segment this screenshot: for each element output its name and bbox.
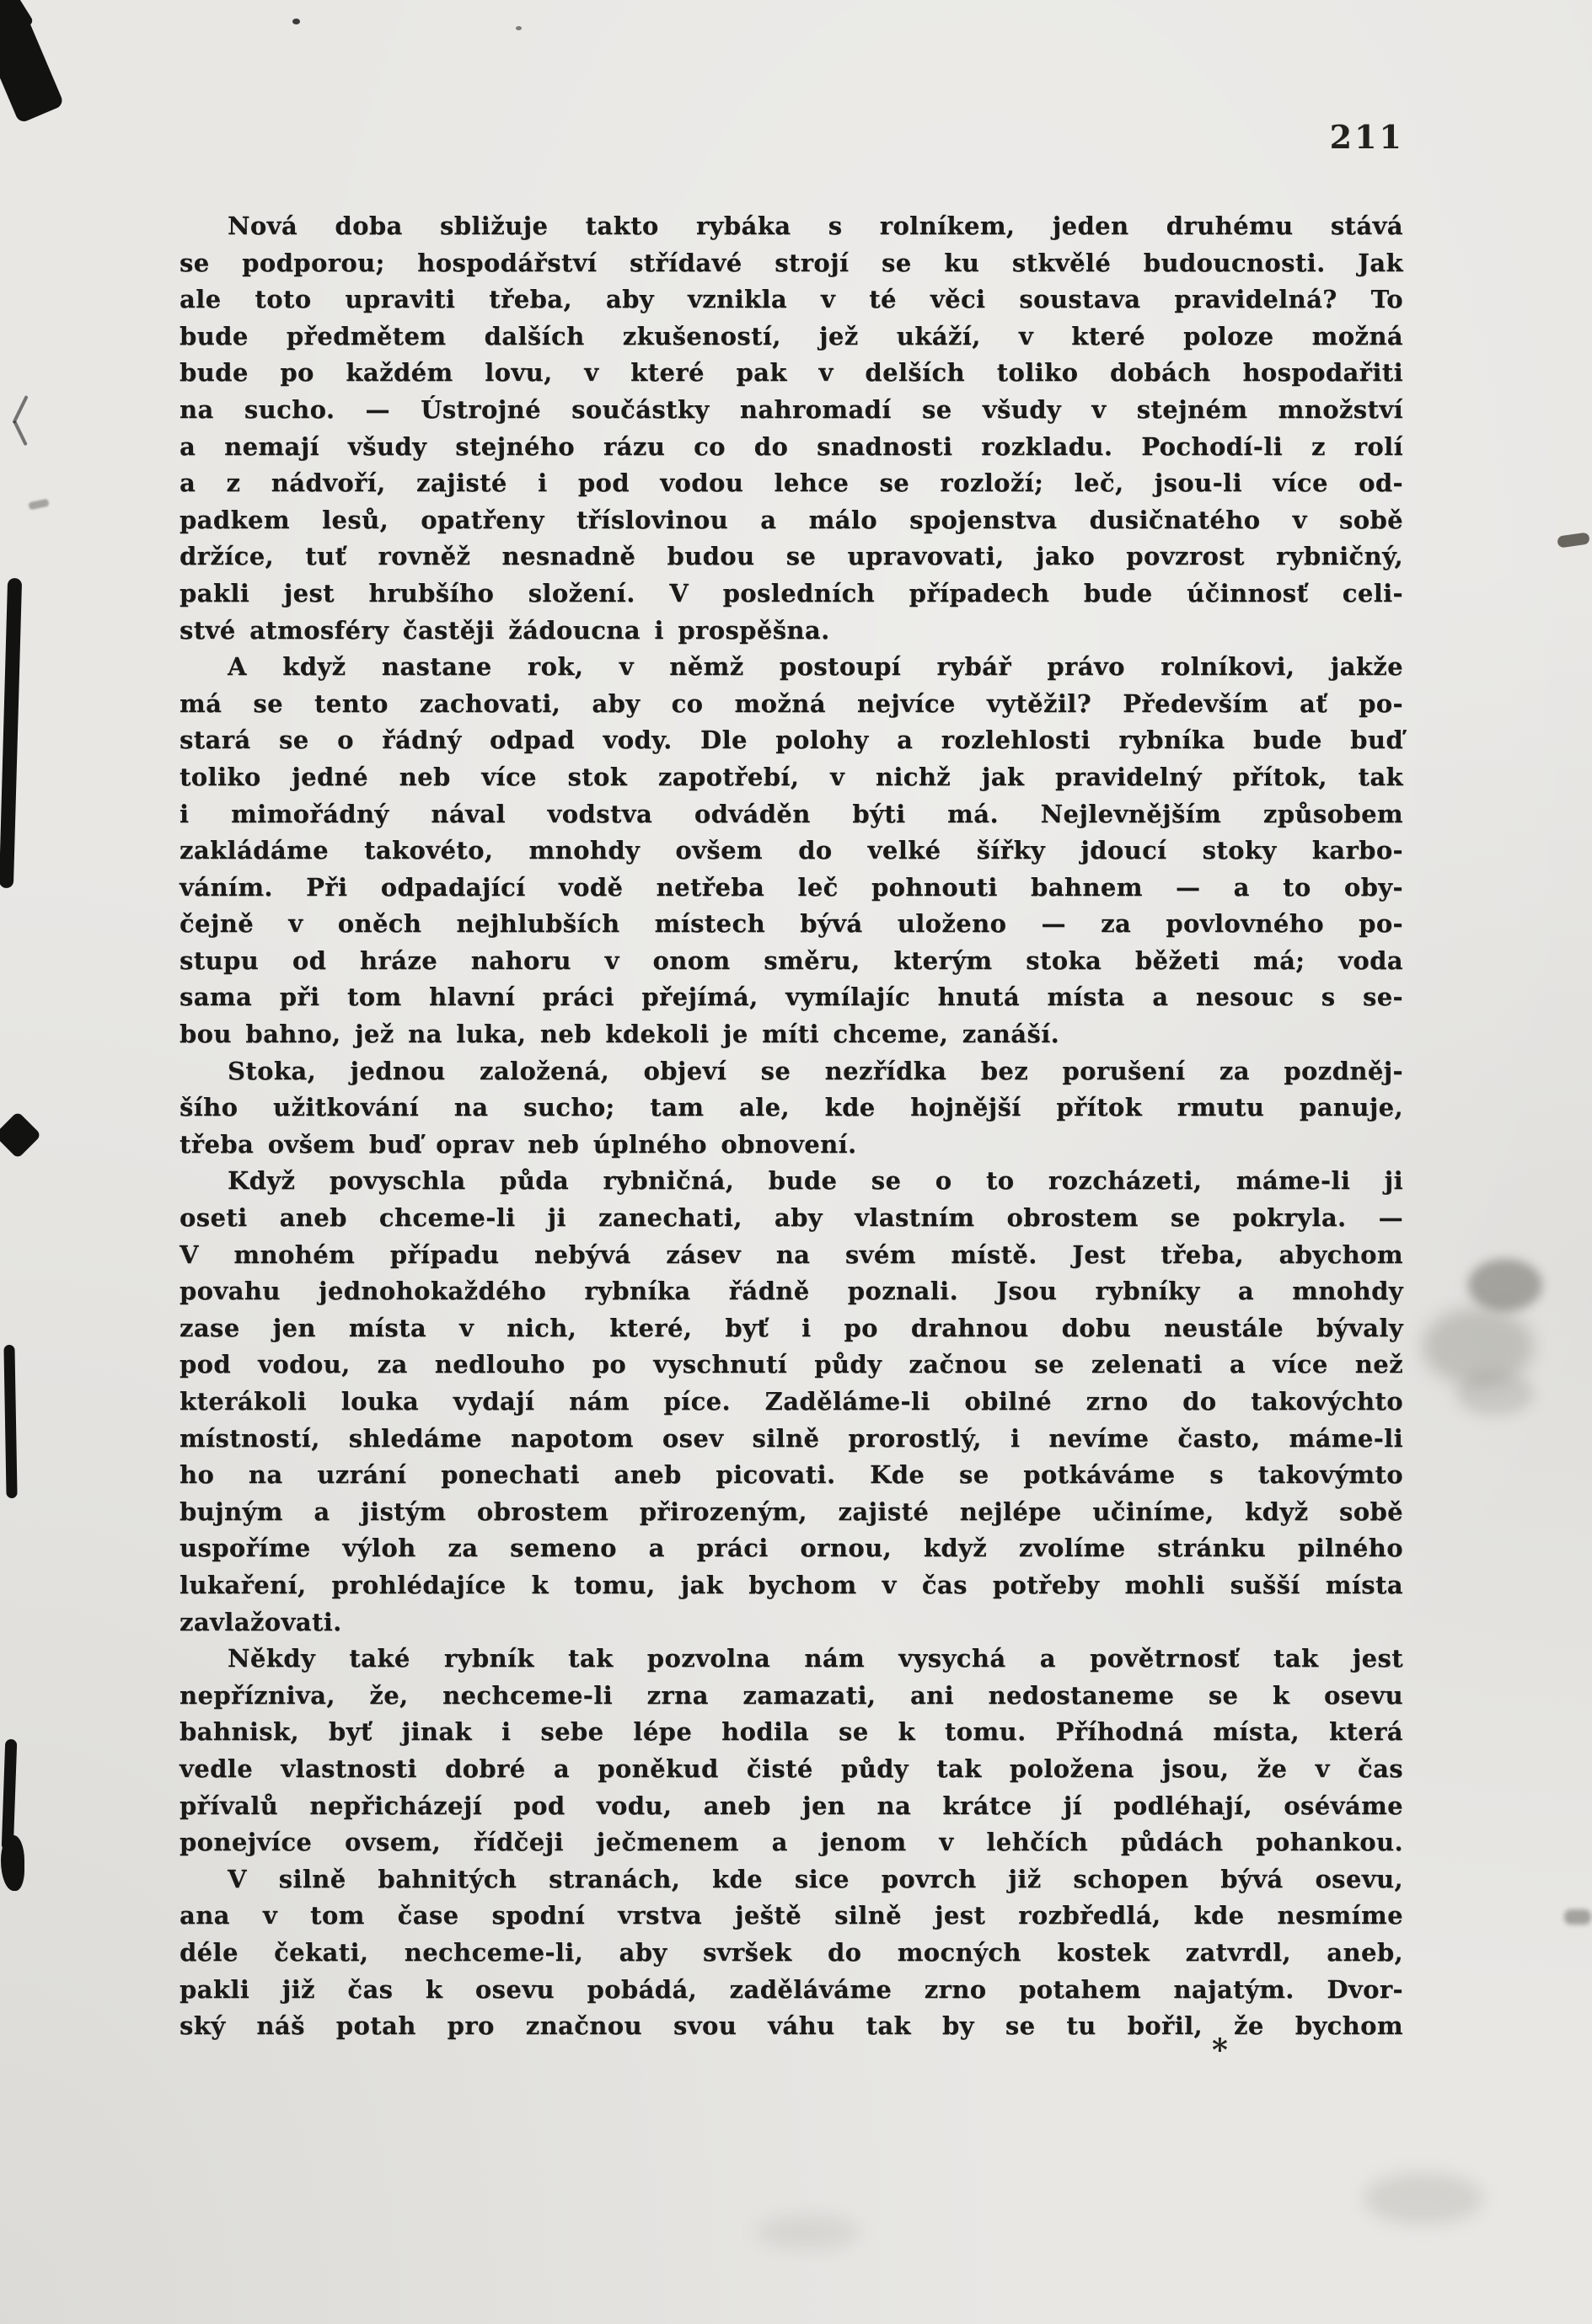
text-line: ský náš potah pro značnou svou váhu tak by se tu bořil, že bychom bbox=[180, 2011, 1403, 2041]
text-line: vedle vlastnosti dobré a poněkud čisté půdy tak položena jsou, že v čas bbox=[180, 1754, 1403, 1783]
text-line: přívalů nepřicházejí pod vodu, aneb jen na krátce jí podléhají, oséváme bbox=[180, 1791, 1403, 1820]
text-line: šího užitkování na sucho; tam ale, kde hojnější přítok rmutu panuje, bbox=[180, 1093, 1403, 1122]
text-line: kterákoli louka vydají nám píce. Zaděláme-li obilné zrno do takovýchto bbox=[180, 1387, 1403, 1416]
text-line: Někdy také rybník tak pozvolna nám vysychá a povětrnosť tak jest bbox=[228, 1644, 1403, 1673]
text-line: povahu jednohokaždého rybníka řádně poznali. Jsou rybníky a mnohdy bbox=[180, 1277, 1403, 1306]
text-line: uspoříme výloh za semeno a práci ornou, když zvolíme stránku pilného bbox=[180, 1534, 1403, 1563]
text-line: se podporou; hospodářství střídavé strojí se ku stkvělé budoucnosti. Jak bbox=[180, 248, 1403, 277]
binding-ink-streak bbox=[2, 1739, 18, 1850]
text-line: má se tento zachovati, aby co možná nejvíce vytěžil? Především ať po- bbox=[180, 688, 1403, 718]
ink-mark bbox=[13, 420, 28, 447]
ink-smudge bbox=[1468, 1259, 1542, 1311]
text-line: Nová doba sbližuje takto rybáka s rolníkem, jeden druhému stává bbox=[228, 212, 1403, 240]
text-line: a nemají všudy stejného rázu co do snadnosti rozkladu. Pochodí-li z rolí bbox=[180, 431, 1403, 461]
text-line: oseti aneb chceme-li ji zanechati, aby vlastním obrostem se pokryla. — bbox=[180, 1203, 1403, 1233]
text-line: bahnisk, byť jinak i sebe lépe hodila se k tomu. Příhodná místa, která bbox=[180, 1717, 1403, 1747]
text-line: V silně bahnitých stranách, kde sice povrch již schopen bývá osevu, bbox=[228, 1864, 1403, 1893]
binding-ink-blob bbox=[0, 1111, 41, 1159]
ink-speck bbox=[516, 26, 522, 30]
text-line: bou bahno, jež na luka, neb kdekoli je míti chceme, zanáší. bbox=[180, 1020, 1060, 1049]
body-text bbox=[180, 208, 1403, 2045]
ink-mark bbox=[12, 395, 28, 424]
text-line: na sucho. — Ústrojné součástky nahromadí se všudy v stejném množství bbox=[180, 394, 1403, 424]
text-line: toliko jedné neb více stok zapotřebí, v nichž jak pravidelný přítok, tak bbox=[180, 762, 1403, 791]
text-line: nepřízniva, že, nechceme-li zrna zamazati, ani nedostaneme se k osevu bbox=[180, 1680, 1403, 1710]
text-line: zavlažovati. bbox=[180, 1607, 342, 1636]
ink-smudge bbox=[1364, 2172, 1483, 2225]
ink-smudge bbox=[1456, 1372, 1534, 1416]
binding-ink-blob bbox=[1, 1835, 24, 1891]
footnote-asterisk: * bbox=[1212, 2032, 1228, 2068]
text-line: ana v tom čase spodní vrstva ještě silně jest rozbředlá, kde nesmíme bbox=[180, 1901, 1403, 1930]
page-number: 211 bbox=[1329, 118, 1404, 156]
text-line: třeba ovšem buď oprav neb úplného obnovení. bbox=[180, 1129, 857, 1159]
text-line: místností, shledáme napotom osev silně prorostlý, i nevíme často, máme-li bbox=[180, 1423, 1403, 1453]
text-line: déle čekati, nechceme-li, aby svršek do mocných kostek zatvrdl, aneb, bbox=[180, 1937, 1403, 1967]
text-line: zase jen místa v nich, které, byť i po drahnou dobu neustále bývaly bbox=[180, 1313, 1403, 1342]
text-line: stará se o řádný odpad vody. Dle polohy a rozlehlosti rybníka bude buď bbox=[180, 726, 1403, 755]
text-line: stvé atmosféry častěji žádoucna i prospěšna. bbox=[180, 615, 830, 645]
text-line: lukaření, prohlédajíce k tomu, jak bychom v čas potřeby mohli sušší místa bbox=[180, 1570, 1403, 1599]
text-line: stupu od hráze nahoru v onom směru, kterým stoka běžeti má; voda bbox=[180, 945, 1403, 975]
text-line: Stoka, jednou založená, objeví se nezřídka bez porušení za pozdněj- bbox=[228, 1056, 1403, 1085]
text-line: ponejvíce ovsem, řídčeji ječmenem a jenom v lehčích půdách pohankou. bbox=[180, 1828, 1403, 1857]
text-line: padkem lesů, opatřeny tříslovinou a málo spojenstva dusičnatého v sobě bbox=[180, 505, 1403, 534]
text-line: bujným a jistým obrostem přirozeným, zajisté nejlépe učiníme, když sobě bbox=[180, 1497, 1403, 1526]
text-line: a z nádvoří, zajisté i pod vodou lehce se rozloží; leč, jsou-li více od- bbox=[180, 469, 1403, 498]
text-line: sama při tom hlavní práci přejímá, vymílajíc hnutá místa a nesouc s se- bbox=[180, 983, 1403, 1012]
text-line: Když povyschla půda rybničná, bude se o to rozcházeti, máme-li ji bbox=[228, 1166, 1403, 1196]
ink-smudge bbox=[1557, 532, 1590, 548]
text-line: ale toto upraviti třeba, aby vznikla v té věci soustava pravidelná? To bbox=[180, 285, 1403, 314]
text-line: čejně v oněch nejhlubších místech bývá uloženo — za povlovného po- bbox=[180, 909, 1403, 939]
text-line: zakládáme takovéto, mnohdy ovšem do velké šířky jdoucí stoky karbo- bbox=[180, 836, 1403, 865]
text-line: ho na uzrání ponechati aneb picovati. Kde se potkáváme s takovýmto bbox=[180, 1460, 1403, 1490]
text-line: držíce, tuť rovněž nesnadně budou se upravovati, jako povzrost rybničný, bbox=[180, 542, 1403, 571]
text-line: bude po každém lovu, v které pak v delších toliko dobách hospodařiti bbox=[180, 358, 1403, 388]
text-line: váním. Při odpadající vodě netřeba leč pohnouti bahnem — a to oby- bbox=[180, 872, 1403, 902]
ink-speck bbox=[292, 19, 300, 24]
ink-smudge bbox=[757, 2214, 860, 2250]
ink-smudge bbox=[1564, 1909, 1591, 1925]
text-line: pod vodou, za nedlouho po vyschnutí půdy začnou se zelenati a více než bbox=[180, 1350, 1403, 1379]
text-line: pakli jest hrubšího složení. V posledních případech bude účinnosť celi- bbox=[180, 578, 1403, 608]
binding-ink-streak bbox=[0, 578, 22, 888]
binding-ink-streak bbox=[3, 1345, 17, 1498]
text-line: bude předmětem dalších zkušeností, jež ukáží, v které poloze možná bbox=[180, 321, 1403, 351]
text-line: i mimořádný nával vodstva odváděn býti má. Nejlevnějším způsobem bbox=[180, 799, 1403, 828]
text-line: A když nastane rok, v němž postoupí rybář právo rolníkovi, jakže bbox=[228, 652, 1403, 682]
ink-smudge bbox=[28, 499, 49, 511]
text-line: V mnohém případu nebývá zásev na svém místě. Jest třeba, abychom bbox=[180, 1240, 1403, 1269]
text-line: pakli již čas k osevu pobádá, zaděláváme zrno potahem najatým. Dvor- bbox=[180, 1974, 1403, 2004]
